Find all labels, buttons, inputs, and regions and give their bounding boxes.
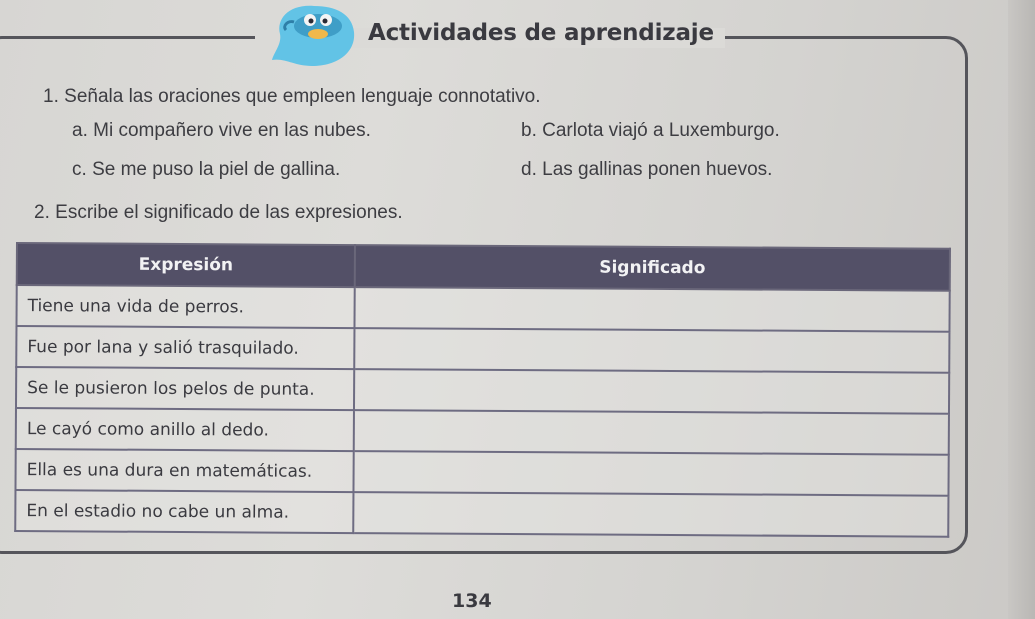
table-row [16, 326, 949, 373]
option-c[interactable] [72, 159, 340, 181]
expression-cell: Tiene una vida de perros. [16, 285, 354, 328]
option-d[interactable] [521, 159, 772, 181]
table-row [15, 449, 948, 496]
activity-1-number: 1. [43, 86, 59, 107]
option-b-text: Carlota viajó a Luxemburgo. [542, 120, 780, 141]
table-header-row [17, 243, 950, 291]
meaning-answer-cell[interactable] [354, 328, 949, 373]
meaning-answer-cell[interactable] [354, 287, 949, 332]
header-expression: Expresión [17, 243, 355, 287]
option-a[interactable] [72, 120, 371, 142]
expression-cell: Fue por lana y salió trasquilado. [16, 326, 354, 369]
activity-2-instruction [34, 202, 403, 224]
meaning-answer-cell[interactable] [354, 369, 949, 414]
meaning-answer-cell[interactable] [353, 492, 948, 537]
option-d-marker: d. [521, 159, 537, 180]
expression-cell: Ella es una dura en matemáticas. [15, 449, 353, 492]
expression-cell: Le cayó como anillo al dedo. [16, 408, 354, 451]
page-number: 134 [452, 590, 492, 612]
activity-1-text: Señala las oraciones que empleen lenguaje connotativo. [64, 86, 541, 107]
table-row [16, 408, 949, 455]
expressions-table [14, 242, 951, 538]
activity-2-number: 2. [34, 202, 50, 223]
option-a-marker: a. [72, 120, 88, 141]
option-d-text: Las gallinas ponen huevos. [542, 159, 773, 180]
option-b[interactable] [521, 120, 780, 142]
meaning-answer-cell[interactable] [354, 410, 949, 455]
expression-cell: Se le pusieron los pelos de punta. [16, 367, 354, 410]
header-meaning: Significado [355, 245, 950, 291]
option-c-marker: c. [72, 159, 87, 180]
table-row [16, 367, 949, 414]
option-a-text: Mi compañero vive en las nubes. [93, 120, 371, 141]
mascot-icon [268, 0, 360, 70]
meaning-answer-cell[interactable] [353, 451, 948, 496]
table-row [15, 490, 948, 537]
activity-2-text: Escribe el significado de las expresiones. [55, 202, 403, 223]
section-title: Actividades de aprendizaje [368, 20, 714, 46]
expression-cell: En el estadio no cabe un alma. [15, 490, 353, 533]
option-c-text: Se me puso la piel de gallina. [92, 159, 341, 180]
option-b-marker: b. [521, 120, 537, 141]
page-edge [1008, 0, 1035, 619]
table-row [16, 285, 949, 332]
activity-1-instruction [43, 86, 541, 108]
